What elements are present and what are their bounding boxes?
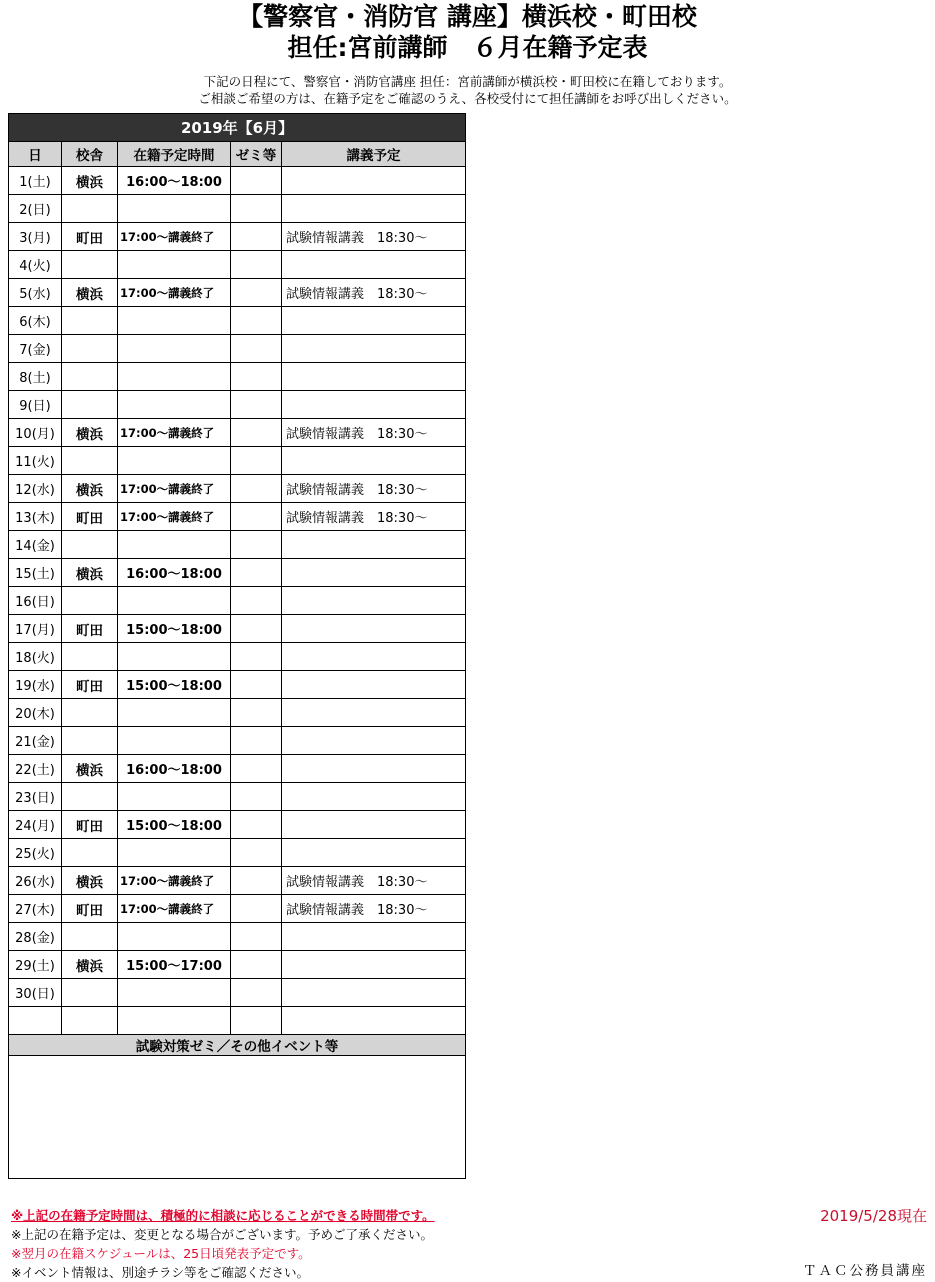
month-label: 2019年【6月】	[9, 114, 466, 142]
table-row	[9, 923, 466, 951]
day-cell: 14(金)	[9, 531, 62, 559]
seminar-cell	[231, 363, 282, 391]
lecture-cell	[282, 531, 466, 559]
lecture-cell	[282, 363, 466, 391]
table-row	[9, 391, 466, 419]
time-cell: 15:00～17:00	[118, 951, 231, 979]
seminar-cell	[231, 1007, 282, 1035]
time-cell	[118, 979, 231, 1007]
time-cell	[118, 335, 231, 363]
day-cell: 1(土)	[9, 167, 62, 195]
lecture-cell: 試験情報講義 18:30～	[282, 867, 466, 895]
table-row	[9, 363, 466, 391]
day-cell: 22(土)	[9, 755, 62, 783]
lecture-cell	[282, 839, 466, 867]
table-row	[9, 1007, 466, 1035]
table-row	[9, 979, 466, 1007]
seminar-cell	[231, 419, 282, 447]
lecture-cell	[282, 755, 466, 783]
time-cell	[118, 587, 231, 615]
school-cell	[62, 531, 118, 559]
lecture-cell	[282, 587, 466, 615]
day-cell: 6(木)	[9, 307, 62, 335]
seminar-cell	[231, 279, 282, 307]
school-cell: 町田	[62, 615, 118, 643]
day-cell: 21(金)	[9, 727, 62, 755]
table-row	[9, 335, 466, 363]
time-cell	[118, 307, 231, 335]
seminar-cell	[231, 895, 282, 923]
seminar-cell	[231, 167, 282, 195]
lecture-cell	[282, 167, 466, 195]
seminar-cell	[231, 475, 282, 503]
day-cell: 28(金)	[9, 923, 62, 951]
seminar-cell	[231, 195, 282, 223]
time-cell	[118, 727, 231, 755]
time-cell: 16:00～18:00	[118, 167, 231, 195]
time-cell	[118, 699, 231, 727]
time-cell: 17:00～講義終了	[118, 279, 231, 307]
table-row	[9, 615, 466, 643]
lecture-cell	[282, 335, 466, 363]
school-cell	[62, 727, 118, 755]
table-row	[9, 951, 466, 979]
time-cell	[118, 447, 231, 475]
table-row	[9, 419, 466, 447]
note-line: ※イベント情報は、別途チラシ等をご確認ください。	[11, 1265, 309, 1280]
day-cell: 10(月)	[9, 419, 62, 447]
day-cell: 3(月)	[9, 223, 62, 251]
day-cell: 26(水)	[9, 867, 62, 895]
school-cell	[62, 307, 118, 335]
school-cell: 横浜	[62, 419, 118, 447]
table-row	[9, 755, 466, 783]
time-cell	[118, 839, 231, 867]
lecture-cell	[282, 251, 466, 279]
day-cell: 29(土)	[9, 951, 62, 979]
school-cell	[62, 587, 118, 615]
header-day: 日	[9, 142, 62, 167]
day-cell: 25(火)	[9, 839, 62, 867]
seminar-cell	[231, 755, 282, 783]
day-cell: 11(火)	[9, 447, 62, 475]
table-row	[9, 167, 466, 195]
school-cell	[62, 699, 118, 727]
day-cell: 23(日)	[9, 783, 62, 811]
header-time: 在籍予定時間	[118, 142, 231, 167]
seminar-cell	[231, 783, 282, 811]
time-cell	[118, 195, 231, 223]
table-row	[9, 867, 466, 895]
table-row	[9, 699, 466, 727]
school-cell	[62, 979, 118, 1007]
school-cell	[62, 643, 118, 671]
table-row	[9, 839, 466, 867]
school-cell: 横浜	[62, 167, 118, 195]
school-cell: 町田	[62, 811, 118, 839]
page-title: 【警察官・消防官 講座】横浜校・町田校	[238, 2, 697, 31]
seminar-cell	[231, 699, 282, 727]
school-cell	[62, 195, 118, 223]
school-cell	[62, 363, 118, 391]
table-row	[9, 531, 466, 559]
school-cell	[62, 923, 118, 951]
time-cell	[118, 391, 231, 419]
seminar-cell	[231, 643, 282, 671]
table-row	[9, 447, 466, 475]
lecture-cell	[282, 699, 466, 727]
table-row	[9, 587, 466, 615]
time-cell: 17:00～講義終了	[118, 419, 231, 447]
day-cell: 24(月)	[9, 811, 62, 839]
time-cell: 17:00～講義終了	[118, 867, 231, 895]
school-cell: 町田	[62, 671, 118, 699]
school-cell	[62, 335, 118, 363]
lecture-cell	[282, 195, 466, 223]
school-cell: 町田	[62, 895, 118, 923]
day-cell: 15(土)	[9, 559, 62, 587]
table-row	[9, 559, 466, 587]
time-cell	[118, 531, 231, 559]
day-cell: 18(火)	[9, 643, 62, 671]
seminar-cell	[231, 251, 282, 279]
seminar-cell	[231, 391, 282, 419]
table-row	[9, 643, 466, 671]
seminar-cell	[231, 923, 282, 951]
table-row	[9, 895, 466, 923]
date-stamp: 2019/5/28現在	[820, 1207, 927, 1225]
note-line: ※翌月の在籍スケジュールは、25日頃発表予定です。	[11, 1246, 311, 1261]
seminar-cell	[231, 615, 282, 643]
lecture-cell: 試験情報講義 18:30～	[282, 475, 466, 503]
table-row	[9, 503, 466, 531]
seminar-cell	[231, 503, 282, 531]
time-cell: 16:00～18:00	[118, 755, 231, 783]
lecture-cell: 試験情報講義 18:30～	[282, 419, 466, 447]
table-row	[9, 251, 466, 279]
lecture-cell	[282, 307, 466, 335]
time-cell: 17:00～講義終了	[118, 475, 231, 503]
lecture-cell	[282, 923, 466, 951]
seminar-cell	[231, 447, 282, 475]
table-row	[9, 475, 466, 503]
time-cell	[118, 643, 231, 671]
lecture-cell: 試験情報講義 18:30～	[282, 223, 466, 251]
header-lecture: 講義予定	[282, 142, 466, 167]
lecture-cell	[282, 783, 466, 811]
school-cell	[62, 1007, 118, 1035]
time-cell: 15:00～18:00	[118, 811, 231, 839]
day-cell: 20(木)	[9, 699, 62, 727]
table-row	[9, 195, 466, 223]
school-cell: 横浜	[62, 279, 118, 307]
seminar-cell	[231, 867, 282, 895]
day-cell	[9, 1007, 62, 1035]
school-cell: 横浜	[62, 755, 118, 783]
organization-name: ＴＡＣ公務員講座	[803, 1263, 927, 1279]
day-cell: 30(日)	[9, 979, 62, 1007]
day-cell: 9(日)	[9, 391, 62, 419]
lecture-cell	[282, 391, 466, 419]
time-cell: 17:00～講義終了	[118, 503, 231, 531]
school-cell: 町田	[62, 223, 118, 251]
seminar-cell	[231, 307, 282, 335]
seminar-cell	[231, 951, 282, 979]
seminar-cell	[231, 335, 282, 363]
intro-text-line-1: 下記の日程にて、警察官・消防官講座 担任：宮前講師が横浜校・町田校に在籍しております。	[203, 74, 732, 89]
school-cell: 町田	[62, 503, 118, 531]
lecture-cell	[282, 727, 466, 755]
seminar-cell	[231, 531, 282, 559]
time-cell	[118, 923, 231, 951]
school-cell	[62, 839, 118, 867]
day-cell: 5(水)	[9, 279, 62, 307]
day-cell: 12(水)	[9, 475, 62, 503]
seminar-cell	[231, 727, 282, 755]
note-line: ※上記の在籍予定は、変更となる場合がございます。予めご了承ください。	[11, 1227, 433, 1242]
day-cell: 19(水)	[9, 671, 62, 699]
school-cell: 横浜	[62, 475, 118, 503]
table-row	[9, 223, 466, 251]
lecture-cell	[282, 951, 466, 979]
event-header: 試験対策ゼミ／その他イベント等	[9, 1035, 466, 1056]
seminar-cell	[231, 223, 282, 251]
day-cell: 17(月)	[9, 615, 62, 643]
school-cell: 横浜	[62, 951, 118, 979]
table-row	[9, 811, 466, 839]
day-cell: 2(日)	[9, 195, 62, 223]
seminar-cell	[231, 839, 282, 867]
seminar-cell	[231, 559, 282, 587]
school-cell	[62, 783, 118, 811]
day-cell: 7(金)	[9, 335, 62, 363]
time-cell: 16:00～18:00	[118, 559, 231, 587]
lecture-cell	[282, 671, 466, 699]
lecture-cell	[282, 559, 466, 587]
table-row	[9, 279, 466, 307]
time-cell	[118, 783, 231, 811]
day-cell: 13(木)	[9, 503, 62, 531]
time-cell: 17:00～講義終了	[118, 223, 231, 251]
day-cell: 16(日)	[9, 587, 62, 615]
lecture-cell	[282, 447, 466, 475]
time-cell: 17:00～講義終了	[118, 895, 231, 923]
lecture-cell: 試験情報講義 18:30～	[282, 279, 466, 307]
day-cell: 8(土)	[9, 363, 62, 391]
day-cell: 27(木)	[9, 895, 62, 923]
table-row	[9, 307, 466, 335]
event-body	[9, 1056, 466, 1179]
seminar-cell	[231, 587, 282, 615]
time-cell	[118, 1007, 231, 1035]
school-cell: 横浜	[62, 867, 118, 895]
lecture-cell	[282, 979, 466, 1007]
time-cell: 15:00～18:00	[118, 615, 231, 643]
header-seminar: ゼミ等	[231, 142, 282, 167]
school-cell	[62, 391, 118, 419]
notes-list	[11, 1206, 435, 1282]
table-row	[9, 783, 466, 811]
time-cell	[118, 363, 231, 391]
school-cell	[62, 251, 118, 279]
page-subtitle: 担任:宮前講師 ６月在籍予定表	[287, 33, 648, 62]
header-school: 校舎	[62, 142, 118, 167]
schedule-table	[8, 113, 466, 1179]
lecture-cell	[282, 615, 466, 643]
lecture-cell	[282, 811, 466, 839]
school-cell: 横浜	[62, 559, 118, 587]
seminar-cell	[231, 811, 282, 839]
lecture-cell	[282, 1007, 466, 1035]
seminar-cell	[231, 979, 282, 1007]
day-cell: 4(火)	[9, 251, 62, 279]
note-line: ※上記の在籍予定時間は、積極的に相談に応じることができる時間帯です。	[11, 1208, 435, 1223]
lecture-cell: 試験情報講義 18:30～	[282, 503, 466, 531]
lecture-cell: 試験情報講義 18:30～	[282, 895, 466, 923]
table-row	[9, 671, 466, 699]
time-cell: 15:00～18:00	[118, 671, 231, 699]
intro-text-line-2: ご相談ご希望の方は、在籍予定をご確認のうえ、各校受付にて担任講師をお呼び出しください。	[198, 91, 737, 106]
seminar-cell	[231, 671, 282, 699]
time-cell	[118, 251, 231, 279]
table-row	[9, 727, 466, 755]
school-cell	[62, 447, 118, 475]
lecture-cell	[282, 643, 466, 671]
